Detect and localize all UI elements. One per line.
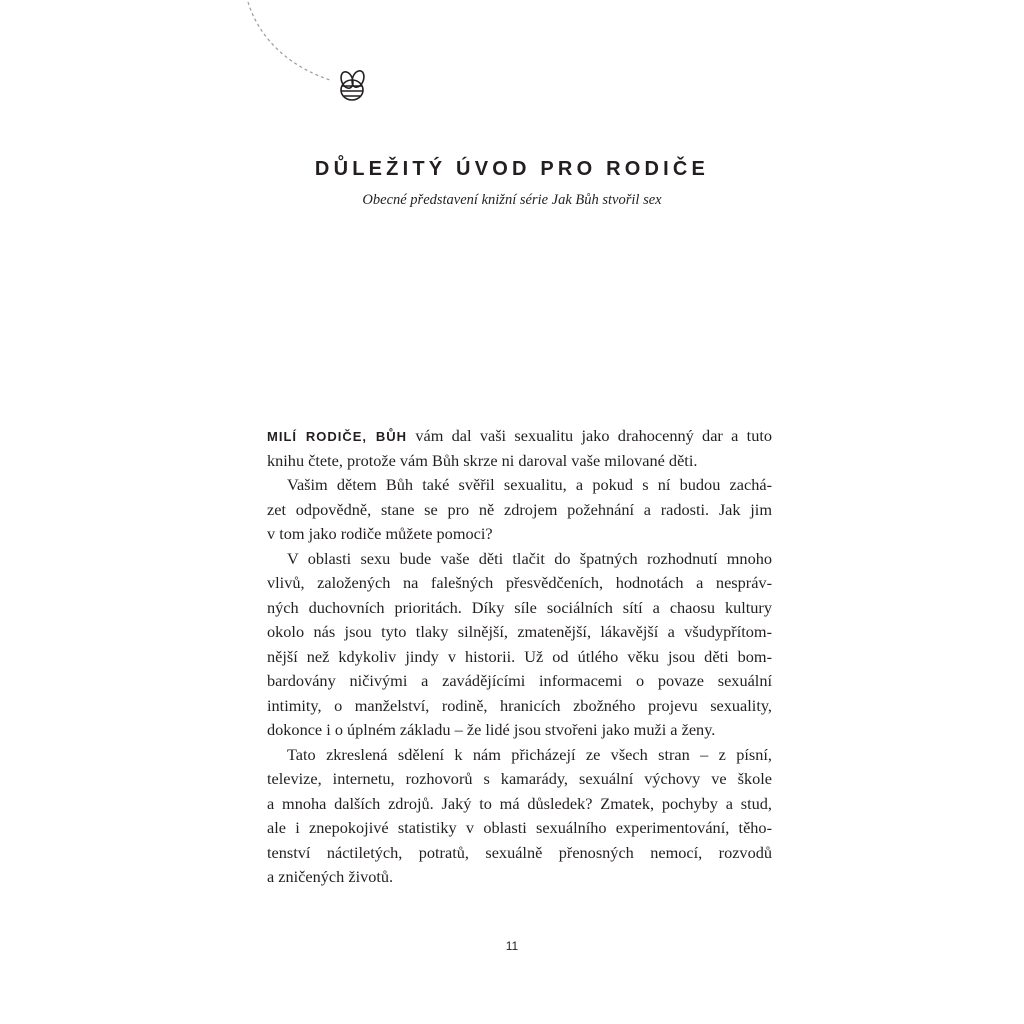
lead-in: MILÍ RODIČE, BŮH	[267, 429, 408, 444]
text-line: intimity, o manželství, rodině, hranicích zbožného projevu sexuality,	[267, 695, 772, 715]
text-line: bardovány ničivými a zavádějícími informacemi o povaze sexuální	[267, 671, 772, 690]
text-line: Vašim dětem Bůh také svěřil sexualitu, a pokud s ní budou zachá-	[287, 475, 772, 494]
text-line: v tom jako rodiče můžete pomoci?	[267, 524, 493, 543]
text-line: Tato zkreslená sdělení k nám přicházejí ze všech stran – z písní,	[287, 744, 772, 764]
bee-icon	[339, 69, 366, 100]
text-line: ale i znepokojivé statistiky v oblasti sexuálního experimentování, těho-	[267, 818, 772, 837]
text-line: nější než kdykoliv jindy v historii. Už od útlého věku jsou děti bom-	[267, 646, 772, 666]
text-line-content: vám dal vaši sexualitu jako drahocenný dar a tuto	[407, 426, 772, 445]
text-line: tenství náctiletých, potratů, sexuálně přenosných nemocí, rozvodů	[267, 842, 772, 862]
text-line: okolo nás jsou tyto tlaky silnější, zmatenější, lákavější a všudypřítom-	[267, 622, 772, 641]
chapter-subtitle: Obecné představení knižní série Jak Bůh stvořil sex	[362, 192, 662, 208]
text-line: knihu čtete, protože vám Bůh skrze ni daroval vaše milované děti.	[267, 450, 698, 470]
text-line	[267, 424, 772, 449]
text-line: dokonce i o úplném základu – že lidé jsou stvořeni jako muži a ženy.	[267, 720, 716, 739]
text-line: a mnoha dalších zdrojů. Jaký to má důsledek? Zmatek, pochyby a stud,	[267, 793, 772, 813]
chapter-title: DŮLEŽITÝ ÚVOD PRO RODIČE	[314, 158, 710, 180]
text-line: zet odpovědně, stane se pro ně zdrojem požehnání a radosti. Jak jim	[267, 499, 772, 519]
text-line: vlivů, založených na falešných přesvědčeních, hodnotách a nespráv-	[267, 573, 772, 592]
text-line: ných duchovních prioritách. Díky síle sociálních sítí a chaosu kultury	[267, 597, 772, 617]
page-number: 11	[505, 939, 519, 953]
bee-ornament	[0, 0, 1024, 110]
text-line: televize, internetu, rozhovorů s kamarády, sexuální výchovy ve škole	[267, 769, 772, 788]
body-text	[267, 424, 772, 890]
text-line: V oblasti sexu bude vaše děti tlačit do špatných rozhodnutí mnoho	[287, 548, 772, 568]
text-line: a zničených životů.	[267, 867, 394, 886]
dashed-flight-path	[248, 2, 330, 80]
